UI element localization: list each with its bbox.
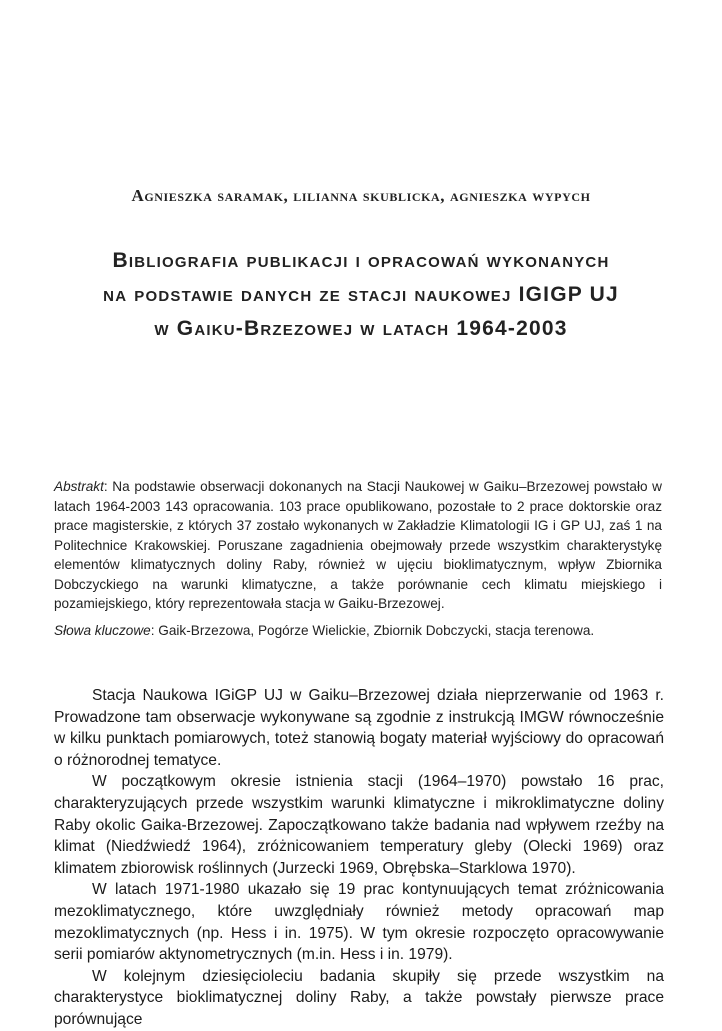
paper-title	[60, 244, 662, 346]
body-text	[54, 685, 664, 1031]
keywords-text: : Gaik-Brzezowa, Pogórze Wielickie, Zbiornik Dobczycki, stacja terenowa.	[150, 622, 595, 638]
abstract-text: : Na podstawie obserwacji dokonanych na Stacji Naukowej w Gaiku–Brzezowej powstało w latach 1964-2003 143 opracowania. 103 prace opublikowano, pozostałe to 2 prace doktorskie oraz prace magisterskie, z których 37 zostało wykonanych w Zakładzie Klimatologii IG i GP UJ, zaś 1 na Politechnice Krakowskiej. Poruszane zagadnienia obejmowały przede wszystkim charakterystykę elementów klimatycznych doliny Raby, również w ujęciu bioklimatycznym, wpływ Zbiornika Dobczyckiego na warunki klimatyczne, a także porównanie cech klimatu miejskiego i pozamiejskiego, który reprezentowała stacja w Gaiku-Brzezowej.	[54, 479, 662, 611]
abstract-label: Abstrakt	[54, 479, 104, 494]
title-line-3: w Gaiku-Brzezowej w latach 1964-2003	[154, 317, 568, 340]
title-line-2: na podstawie danych ze stacji naukowej IGIGP UJ	[103, 283, 619, 306]
abstract-block	[54, 477, 662, 640]
body-paragraph-3: W latach 1971-1980 ukazało się 19 prac kontynuujących temat zróżnicowania mezoklimatycznego, które uwzględniały również metody opracowań map mezoklimatycznych (np. Hess i in. 1975). W tym okresie rozpoczęto opracowywanie serii pomiarów aktynometrycznych (m.in. Hess i in. 1979).	[54, 881, 664, 964]
body-paragraph-1: Stacja Naukowa IGiGP UJ w Gaiku–Brzezowej działa nieprzerwanie od 1963 r. Prowadzone tam obserwacje wykonywane są zgodnie z instrukcją IMGW równocześnie w kilku punktach pomiarowych, toteż stanowią bogaty materiał wyjściowy do opracowań o różnorodnej tematyce.	[54, 687, 664, 769]
authors-line: Agnieszka saramak, lilianna skublicka, agnieszka wypych	[131, 186, 591, 205]
title-line-1: Bibliografia publikacji i opracowań wykonanych	[112, 249, 610, 272]
keywords-label: Słowa kluczowe	[54, 622, 151, 638]
body-paragraph-4: W kolejnym dziesięcioleciu badania skupiły się przede wszystkim na charakterystyce bioklimatycznej doliny Raby, a także powstały pierwsze prace porównujące	[54, 967, 664, 1028]
abstract-paragraph	[54, 477, 662, 614]
keywords-paragraph	[54, 621, 662, 641]
body-paragraph-2: W początkowym okresie istnienia stacji (1964–1970) powstało 16 prac, charakteryzujących przede wszystkim warunki klimatyczne i mikroklimatyczne doliny Raby okolic Gaika-Brzezowej. Zapoczątkowano także badania nad wpływem rzeźby na klimat (Niedźwiedź 1964), zróżnicowaniem temperatury gleby (Olecki 1969) oraz klimatem zbiorowisk roślinnych (Jurzecki 1969, Obrębska–Starklowa 1970).	[54, 773, 664, 877]
